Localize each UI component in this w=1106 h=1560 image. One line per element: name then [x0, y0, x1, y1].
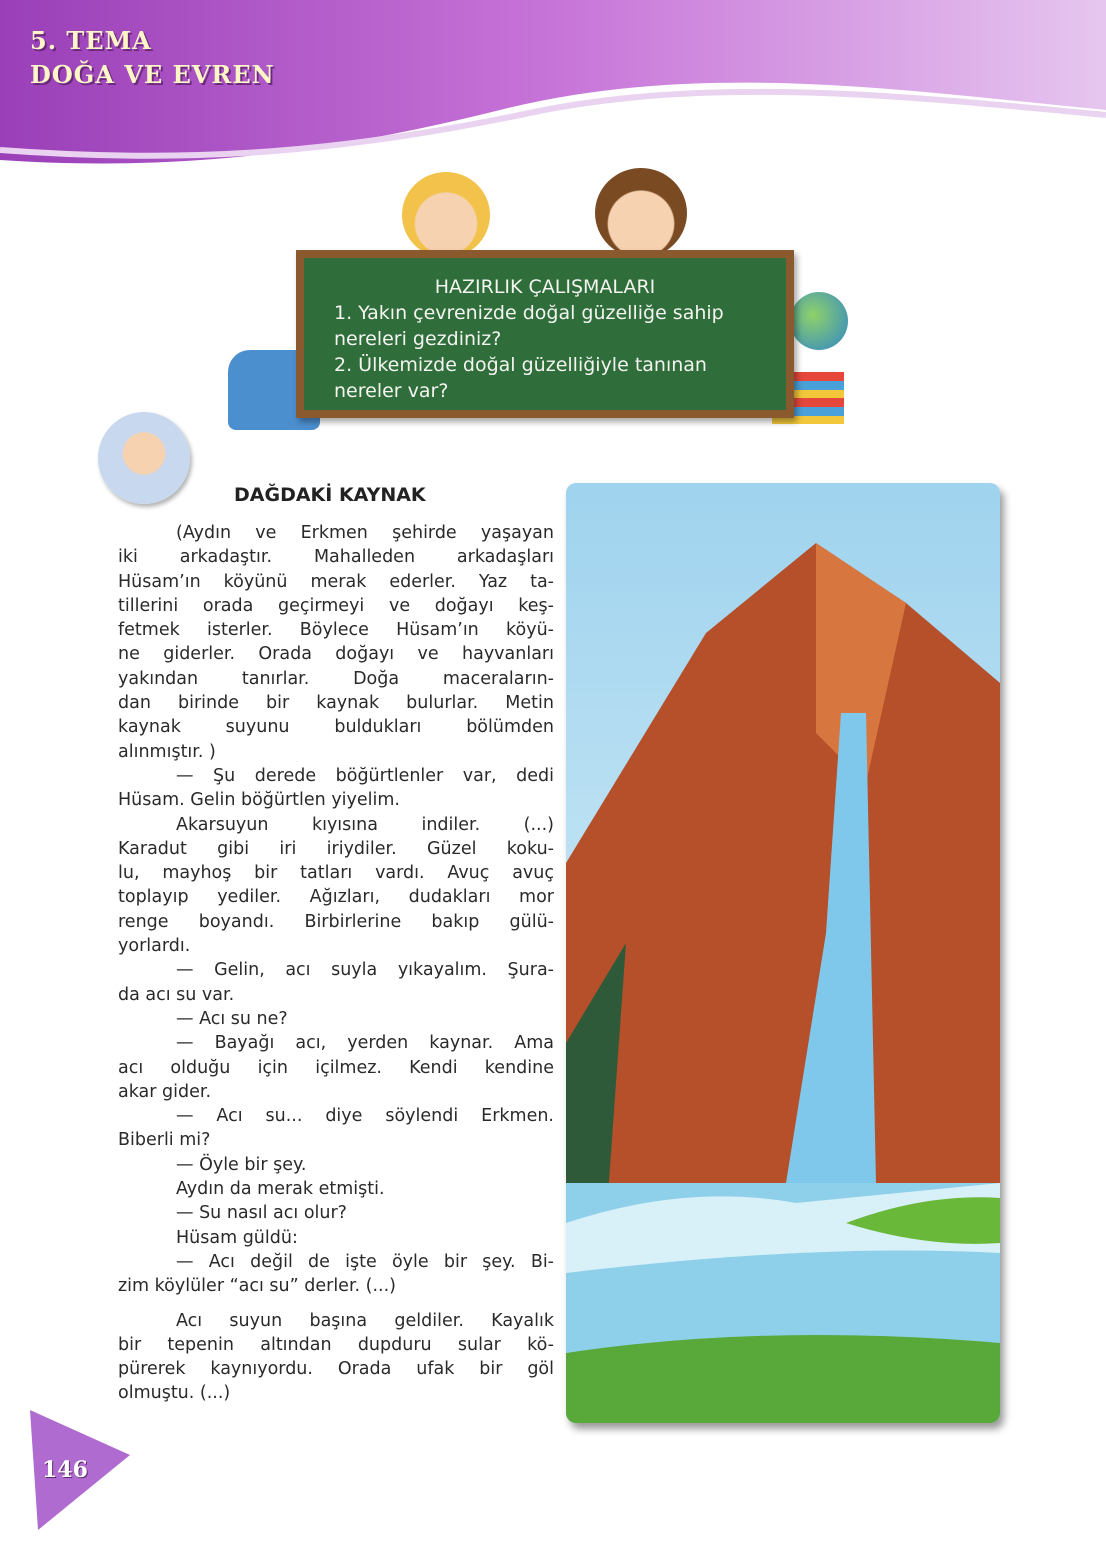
story-line: — Bayağı acı, yerden kaynar. Ama	[176, 1033, 554, 1054]
story-line: Aydın da merak etmişti.	[176, 1179, 385, 1200]
theme-number: 5. TEMA	[30, 26, 152, 55]
story-title: DAĞDAKİ KAYNAK	[234, 484, 426, 506]
story-line: zim köylüler “acı su” derler. (...)	[118, 1276, 397, 1297]
board-title: HAZIRLIK ÇALIŞMALARI	[434, 276, 656, 298]
page-number-badge	[30, 1410, 130, 1534]
globe-illustration	[790, 292, 848, 350]
story-line: Hüsam güldü:	[176, 1227, 298, 1248]
story-line: olmuştu. (...)	[118, 1383, 231, 1404]
story-line: — Şu derede böğürtlenler var, dedi	[176, 765, 554, 786]
story-line: — Acı su... diye söylendi Erkmen.	[176, 1106, 554, 1127]
story-line: — Acı değil de işte öyle bir şey. Bi-	[176, 1251, 554, 1272]
board-line: nereler var?	[334, 380, 449, 402]
story-line: iki arkadaştır. Mahalleden arkadaşları	[118, 547, 554, 568]
board-line: nereleri gezdiniz?	[334, 328, 502, 350]
story-line: toplayıp yediler. Ağızları, dudakları mor	[118, 887, 554, 908]
girl-illustration	[402, 172, 490, 258]
story-line: Karadut gibi iri iriydiler. Güzel koku-	[118, 838, 554, 859]
story-line: — Acı su ne?	[176, 1008, 288, 1029]
story-line: tillerini orada geçirmeyi ve doğayı keş-	[118, 595, 554, 616]
story-line: (Aydın ve Erkmen şehirde yaşayan	[176, 523, 554, 543]
story-line: yorlardı.	[118, 936, 191, 957]
story-line: fetmek isterler. Böylece Hüsam’ın köyü-	[118, 620, 554, 641]
story-line: akar gider.	[118, 1081, 212, 1102]
story-line: pürerek kaynıyordu. Orada ufak bir göl	[118, 1359, 554, 1380]
story-line: renge boyandı. Birbirlerine bakıp gülü-	[118, 911, 554, 932]
story-line: bir tepenin altından dupduru sular kö-	[118, 1334, 554, 1355]
story-line: Biberli mi?	[118, 1130, 211, 1151]
story-line: dan birinde bir kaynak bulurlar. Metin	[118, 693, 554, 714]
story-line: alınmıştır. )	[118, 741, 216, 762]
boy-illustration	[595, 168, 687, 258]
page-number: 146	[42, 1457, 88, 1483]
board-line: 2. Ülkemizde doğal güzelliğiyle tanınan	[334, 354, 707, 376]
story-line: kaynak suyunu buldukları bölümden	[118, 717, 554, 738]
story-line: Hüsam’ın köyünü merak ederler. Yaz ta-	[118, 571, 554, 592]
story-line: — Öyle bir şey.	[176, 1154, 307, 1175]
story-line: Hüsam. Gelin böğürtlen yiyelim.	[118, 790, 400, 811]
story-line: da acı su var.	[118, 984, 235, 1005]
story-line: ne giderler. Orada doğayı ve hayvanları	[118, 644, 554, 665]
board-line: 1. Yakın çevrenizde doğal güzelliğe sahip	[334, 302, 724, 324]
reading-icon	[98, 412, 190, 504]
story-line: Akarsuyun kıyısına indiler. (...)	[176, 814, 554, 835]
preparation-chalkboard	[296, 250, 794, 418]
story-line: acı olduğu için içilmez. Kendi kendine	[118, 1057, 554, 1078]
story-line: lu, mayhoş bir tatları vardı. Avuç avuç	[118, 863, 554, 884]
story-line: Acı suyun başına geldiler. Kayalık	[176, 1310, 554, 1331]
theme-name: DOĞA VE EVREN	[30, 60, 275, 89]
waterfall-illustration	[566, 483, 1000, 1423]
story-text	[118, 521, 554, 1406]
paragraph-gap	[118, 1299, 554, 1309]
story-line: yakından tanırlar. Doğa maceraların-	[118, 668, 554, 689]
story-line: — Gelin, acı suyla yıkayalım. Şura-	[176, 960, 554, 981]
story-line: — Su nasıl acı olur?	[176, 1203, 347, 1224]
